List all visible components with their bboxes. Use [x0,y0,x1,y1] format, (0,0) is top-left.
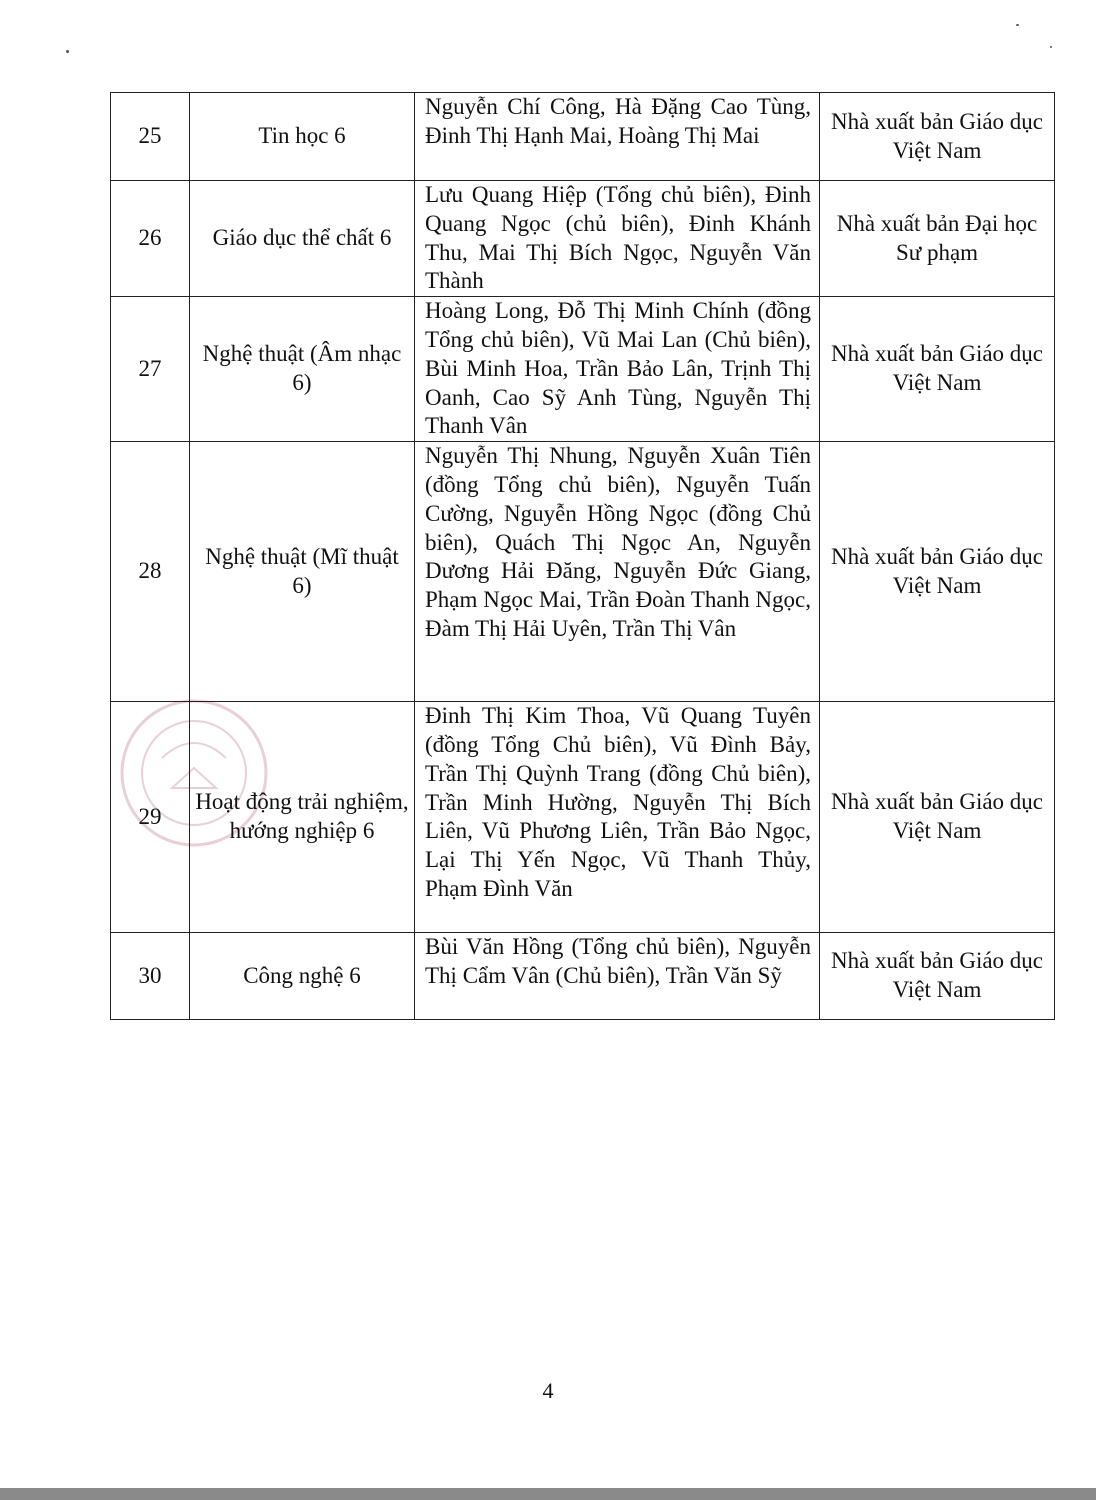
authors: Lưu Quang Hiệp (Tổng chủ biên), Đinh Quang Ngọc (chủ biên), Đinh Khánh Thu, Mai Thị Bích Ngọc, Nguyễn Văn Thành [415,181,820,297]
table-row [111,442,1055,702]
book-title: Tin học 6 [190,93,415,181]
publisher: Nhà xuất bản Giáo dục Việt Nam [820,933,1055,1020]
table-row [111,181,1055,297]
row-number: 29 [111,702,190,933]
book-title: Giáo dục thể chất 6 [190,181,415,297]
authors: Nguyễn Chí Công, Hà Đặng Cao Tùng, Đinh Thị Hạnh Mai, Hoàng Thị Mai [415,93,820,181]
table-row [111,933,1055,1020]
textbook-table [110,92,1055,1020]
scan-speck [1050,46,1052,48]
row-number: 27 [111,297,190,442]
book-title: Hoạt động trải nghiệm, hướng nghiệp 6 [190,702,415,933]
page-number: 4 [542,1378,554,1403]
table-row [111,297,1055,442]
book-title: Nghệ thuật (Mĩ thuật 6) [190,442,415,702]
scan-speck [1016,24,1019,26]
publisher: Nhà xuất bản Đại học Sư phạm [820,181,1055,297]
table-row [111,93,1055,181]
publisher: Nhà xuất bản Giáo dục Việt Nam [820,702,1055,933]
authors: Hoàng Long, Đỗ Thị Minh Chính (đồng Tổng chủ biên), Vũ Mai Lan (Chủ biên), Bùi Minh Hoa, Trần Bảo Lân, Trịnh Thị Oanh, Cao Sỹ Anh Tùng, Nguyễn Thị Thanh Vân [415,297,820,442]
book-title: Công nghệ 6 [190,933,415,1020]
table-row [111,702,1055,933]
scan-edge-bar [0,1488,1096,1500]
publisher: Nhà xuất bản Giáo dục Việt Nam [820,93,1055,181]
row-number: 26 [111,181,190,297]
book-title: Nghệ thuật (Âm nhạc 6) [190,297,415,442]
publisher: Nhà xuất bản Giáo dục Việt Nam [820,297,1055,442]
authors: Nguyễn Thị Nhung, Nguyễn Xuân Tiên (đồng Tổng chủ biên), Nguyễn Tuấn Cường, Nguyễn Hồng Ngọc (đồng Chủ biên), Quách Thị Ngọc An, Nguyễn Dương Hải Đăng, Nguyễn Đức Giang, Phạm Ngọc Mai, Trần Đoàn Thanh Ngọc, Đàm Thị Hải Uyên, Trần Thị Vân [415,442,820,702]
scan-speck [66,50,69,53]
authors: Đinh Thị Kim Thoa, Vũ Quang Tuyên (đồng Tổng Chủ biên), Vũ Đình Bảy, Trần Thị Quỳnh Trang (đồng Chủ biên), Trần Minh Hường, Nguyễn Thị Bích Liên, Vũ Phương Liên, Trần Bảo Ngọc, Lại Thị Yến Ngọc, Vũ Thanh Thủy, Phạm Đình Văn [415,702,820,933]
row-number: 25 [111,93,190,181]
row-number: 28 [111,442,190,702]
row-number: 30 [111,933,190,1020]
authors: Bùi Văn Hồng (Tổng chủ biên), Nguyễn Thị Cẩm Vân (Chủ biên), Trần Văn Sỹ [415,933,820,1020]
publisher: Nhà xuất bản Giáo dục Việt Nam [820,442,1055,702]
